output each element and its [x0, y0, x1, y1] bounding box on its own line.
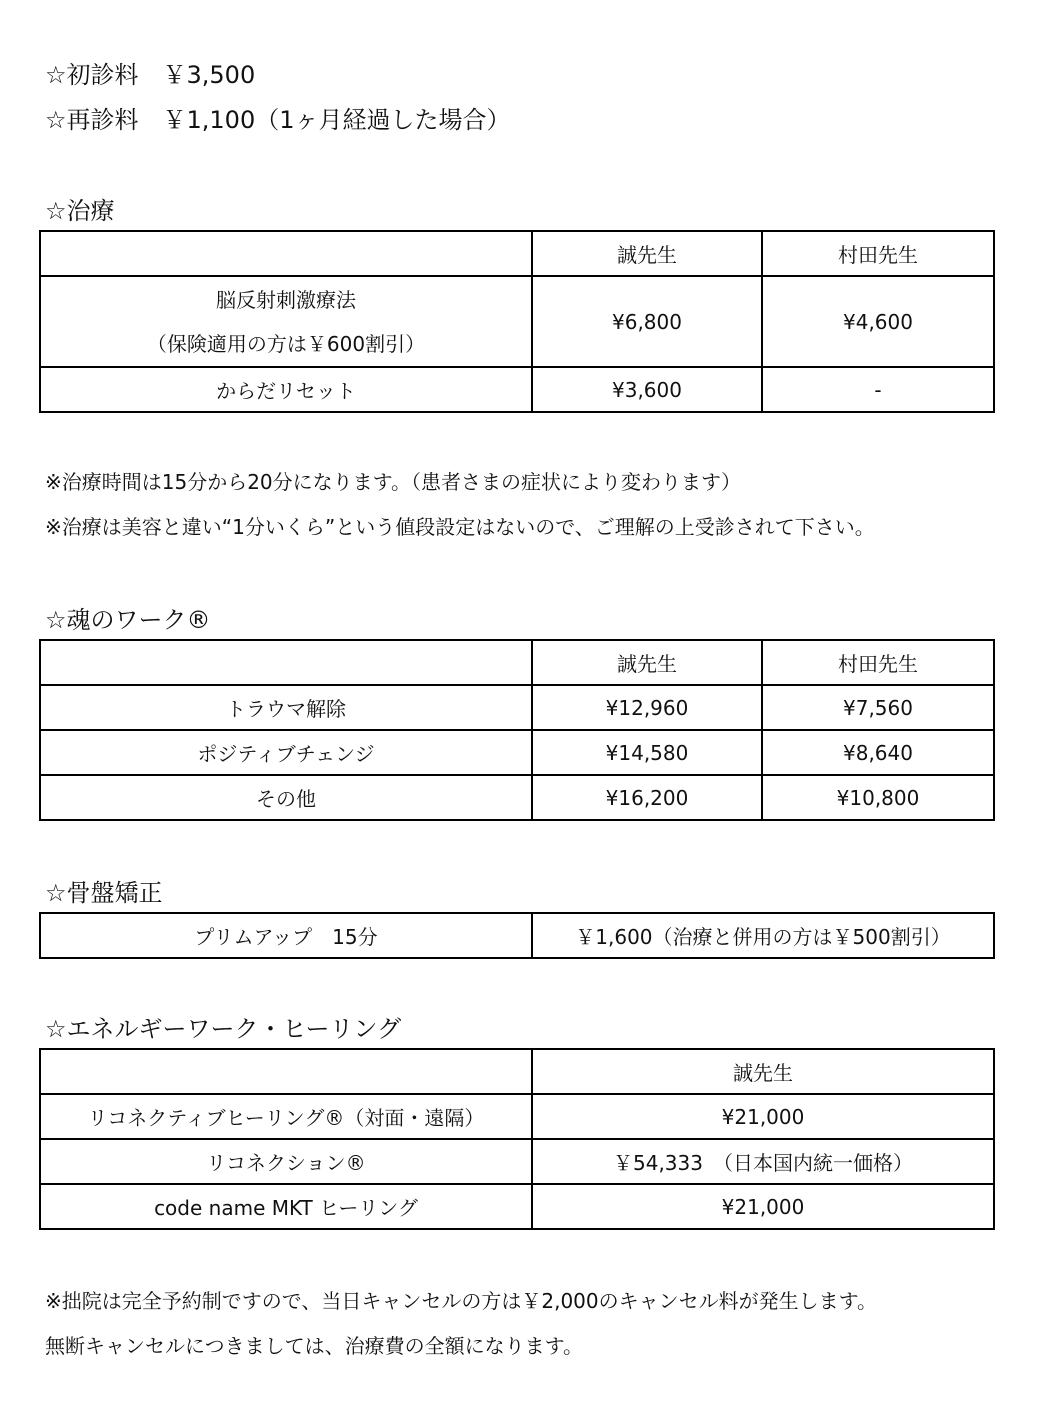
column-header-murata: 村田先生: [762, 231, 994, 276]
energy-heading: ☆エネルギーワーク・ヒーリング: [45, 1015, 402, 1043]
table-header-row: [40, 1049, 994, 1094]
price-makoto: ¥16,200: [532, 775, 762, 820]
treatment-heading: ☆治療: [45, 197, 115, 225]
table-row: [40, 913, 994, 958]
pelvis-table: [39, 912, 995, 959]
table-header-row: [40, 640, 994, 685]
treatment-name: 脳反射刺激療法: [216, 287, 356, 312]
price: ￥1,600（治療と併用の方は￥500割引）: [532, 913, 994, 958]
table-row: [40, 1184, 994, 1229]
column-header-murata: 村田先生: [762, 640, 994, 685]
table-header-row: [40, 231, 994, 276]
revisit-fee: ☆再診料 ￥1,100（1ヶ月経過した場合）: [45, 106, 511, 134]
treatment-name: からだリセット: [40, 367, 532, 412]
price: ￥54,333 （日本国内統一価格）: [532, 1139, 994, 1184]
price-makoto: ¥6,800: [532, 276, 762, 367]
table-row: [40, 1094, 994, 1139]
empty-header-cell: [40, 1049, 532, 1094]
pelvis-heading: ☆骨盤矯正: [45, 879, 163, 907]
price-makoto: ¥3,600: [532, 367, 762, 412]
treatment-discount-note: （保険適用の方は￥600割引）: [146, 331, 426, 356]
no-show-note: 無断キャンセルにつきましては、治療費の全額になります。: [45, 1334, 583, 1358]
table-row: [40, 685, 994, 730]
column-header-makoto: 誠先生: [532, 231, 762, 276]
price-murata: ¥4,600: [762, 276, 994, 367]
cancellation-note: ※拙院は完全予約制ですので、当日キャンセルの方は￥2,000のキャンセル料が発生します。: [45, 1289, 878, 1313]
service-name: トラウマ解除: [40, 685, 532, 730]
soul-work-heading: ☆魂のワーク®: [45, 606, 211, 634]
price: ¥21,000: [532, 1094, 994, 1139]
column-header-makoto: 誠先生: [532, 640, 762, 685]
treatment-note-time: ※治療時間は15分から20分になります。（患者さまの症状により変わります）: [45, 470, 742, 494]
treatment-note-pricing: ※治療は美容と違い“1分いくら”という値段設定はないので、ご理解の上受診されて下さい。: [45, 515, 875, 539]
table-row: [40, 730, 994, 775]
table-row: [40, 775, 994, 820]
service-name: その他: [40, 775, 532, 820]
empty-header-cell: [40, 640, 532, 685]
energy-table: [39, 1048, 995, 1230]
service-name: リコネクティブヒーリング®（対面・遠隔）: [40, 1094, 532, 1139]
price: ¥21,000: [532, 1184, 994, 1229]
treatment-name-cell: [40, 276, 532, 367]
table-row: [40, 276, 994, 367]
service-name: リコネクション®: [40, 1139, 532, 1184]
price-murata: -: [762, 367, 994, 412]
soul-work-table: [39, 639, 995, 821]
treatment-table: [39, 230, 995, 413]
first-visit-fee: ☆初診料 ￥3,500: [45, 61, 256, 89]
price-makoto: ¥14,580: [532, 730, 762, 775]
service-name: プリムアップ 15分: [40, 913, 532, 958]
column-header-makoto: 誠先生: [532, 1049, 994, 1094]
price-murata: ¥10,800: [762, 775, 994, 820]
service-name: ポジティブチェンジ: [40, 730, 532, 775]
price-makoto: ¥12,960: [532, 685, 762, 730]
table-row: [40, 367, 994, 412]
empty-header-cell: [40, 231, 532, 276]
service-name: code name MKT ヒーリング: [40, 1184, 532, 1229]
table-row: [40, 1139, 994, 1184]
price-murata: ¥7,560: [762, 685, 994, 730]
price-murata: ¥8,640: [762, 730, 994, 775]
